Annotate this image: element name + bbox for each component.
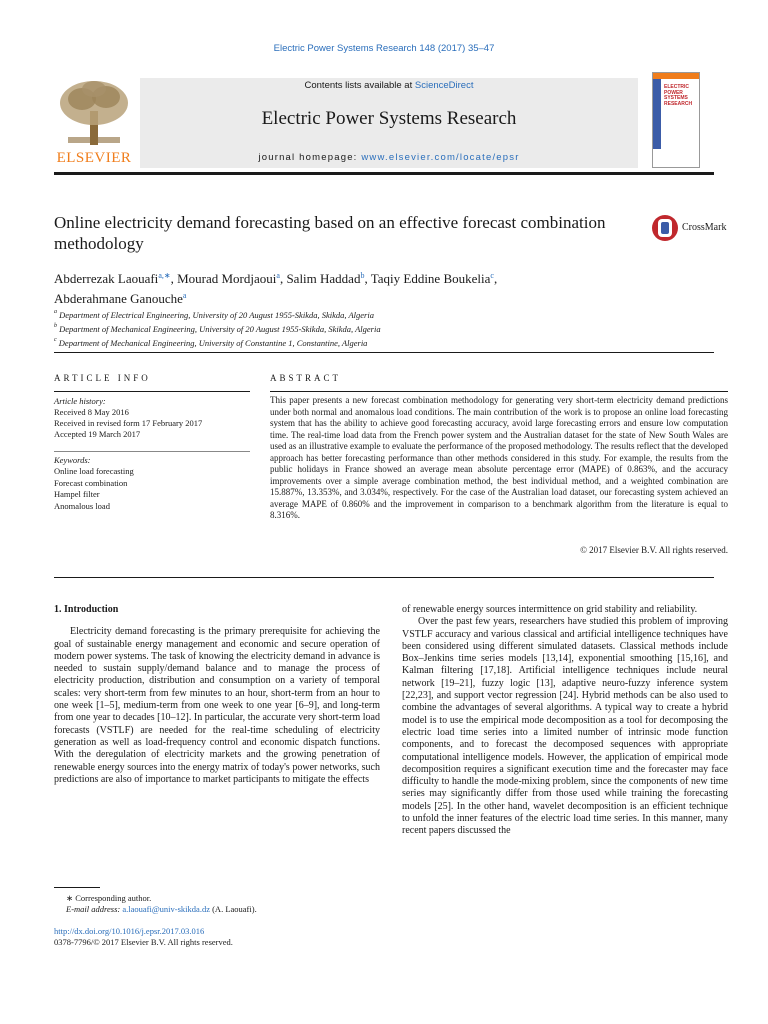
keyword: Anomalous load — [54, 500, 110, 511]
contents-prefix: Contents lists available at — [304, 80, 415, 91]
keywords — [54, 455, 250, 512]
title-divider — [54, 352, 714, 353]
body-column-right — [402, 604, 728, 838]
body-column-left — [54, 604, 380, 786]
header-divider — [54, 172, 714, 175]
keyword: Hampel filter — [54, 489, 100, 500]
homepage-line — [140, 152, 638, 163]
elsevier-wordmark: ELSEVIER — [56, 150, 132, 166]
homepage-link[interactable]: www.elsevier.com/locate/epsr — [361, 152, 520, 163]
sciencedirect-link[interactable]: ScienceDirect — [414, 80, 474, 91]
cover-side-band — [653, 79, 661, 149]
author[interactable]: Salim Haddad$^b$ — [286, 271, 365, 286]
keywords-label: Keywords: — [54, 455, 91, 465]
paragraph: Electricity demand forecasting is the primary prerequisite for achieving the goal of sustainable energy management and economic and secure operation of modern power systems. The task of knowing the electricity demand in advance is needed to sustain supply/demand balance and to manage the process of electricity production, distribution and consumption on a variety of temporal scales: very short-term from few minutes to an hour, short-term from an hour to one week [1–5], medium-term from one week to one year [6–9], and long-term from one year to decades [10–12]. In particular, the accurate very short-term load forecasts (VSTLF) are needed for the real-time scheduling of electricity generation as well as load-frequency control and economic dispatch functions. With the deregulation of electricity markets and the growing penetration of renewable energy sources into the energy matrix of today's power networks, such predictions are also of importance to market participants to mitigate the effects — [54, 626, 380, 785]
paragraph: Over the past few years, researchers have studied this problem of improving VSTLF accuracy and various classical and artificial intelligence techniques have been considered using different simulated datasets. Classical methods include Box–Jenkins time series models [13,14], exponential smoothing [15,16], and Kalman filtering [17,18]. Artificial intelligence techniques include neural network [19–21], fuzzy logic [13], adaptive neuro-fuzzy inference system [22,23], and support vector regression [24]. Hybrid methods can be also used to combine the advantages of several algorithms. A typical way to create a hybrid model is to use the empirical mode decomposition as a tool for decomposing the electric load time series into a limited number of intrinsic mode function components, and to forecast the decomposed sequences with appropriate computational intelligence models. However, the application of empirical mode decomposition requires a significant execution time and the forecaster may face difficulty to handle the mode-mixing problem, since the components of new time series may significantly differ from those used while training the forecasting models [25]. In the other hand, wavelet decomposition is an efficient technique to unfold the inner features of the electric load time series. In this manner, many recent papers discussed the — [402, 616, 728, 837]
journal-cover-thumbnail[interactable] — [652, 72, 700, 168]
tree-icon — [54, 77, 134, 149]
footnote-divider — [54, 887, 100, 888]
journal-reference[interactable]: Electric Power Systems Research 148 (2017) 35–47 — [273, 43, 495, 54]
history-label: Article history: — [54, 396, 106, 406]
cover-title: ELECTRIC POWER SYSTEMS RESEARCH — [664, 84, 693, 107]
info-divider — [54, 391, 250, 392]
paragraph: of renewable energy sources intermittence on grid stability and reliability. — [402, 604, 698, 615]
author[interactable]: Abderrezak Laouafi$^{a,∗}$ — [54, 271, 171, 286]
abstract-text: This paper presents a new forecast combination methodology for generating very short-term electricity demand predictions under both normal and anomalous load conditions. The main contribution of the work is to propose an online load forecasting system that has the ability to achieve good forecasting accuracy, avoid large forecasting errors and ensure low computation time. The real-time load data from the French power system and the Australian dataset for the state of New South Wales are used as an illustrative example to evaluate the performance of the proposed methodology. The results reflect that the developed approach has better forecasting performance than other methods considered in this study. For example, the results from the public holidays in France showed an average mean absolute percentage error (MAPE) of 0.863%, and the accuracy improvements over a simple average combination method, the best individual method, and a weighted combination are 15.887%, 13.353%, and 3.034%, respectively. For the case of the Australian load dataset, our forecasting system achieved an average MAPE of 0.860% and the improvement in comparison to a benchmark algorithm from the literature is equal to 8.316%. — [270, 395, 728, 520]
page-footer — [54, 926, 394, 948]
keyword: Forecast combination — [54, 477, 128, 488]
footnote — [66, 893, 386, 915]
author[interactable]: Taqiy Eddine Boukelia$^c$ — [370, 271, 494, 286]
paper-title: Online electricity demand forecasting based on an effective forecast combination methodology — [54, 213, 606, 253]
author[interactable]: Mourad Mordjaoui$^a$ — [177, 271, 280, 286]
doi-link[interactable]: http://dx.doi.org/10.1016/j.epsr.2017.03.016 — [54, 926, 205, 936]
crossmark-bookmark-icon — [661, 222, 669, 234]
corresponding-author-note: ∗ Corresponding author. — [66, 893, 152, 903]
issn-copyright: 0378-7796/© 2017 Elsevier B.V. All rights reserved. — [54, 937, 233, 947]
abstract-divider — [270, 391, 728, 392]
keyword: Online load forecasting — [54, 466, 134, 477]
affiliation: $^a$ Department of Electrical Engineering, University of 20 August 1955-Skikda, Skikda, Algeria — [54, 309, 374, 320]
article-info-heading: ARTICLE INFO — [54, 373, 151, 383]
history-item: Accepted 19 March 2017 — [54, 429, 141, 439]
contents-line — [140, 80, 638, 91]
affiliation: $^b$ Department of Mechanical Engineering, University of 20 August 1955-Skikda, Skikda, Algeria — [54, 323, 381, 334]
keywords-divider — [54, 451, 250, 452]
affiliation: $^c$ Department of Mechanical Engineering, University of Constantine 1, Constantine, Algeria — [54, 337, 368, 348]
email-note: E-mail address: a.laouafi@univ-skikda.dz (A. Laouafi). — [66, 904, 257, 914]
article-history — [54, 396, 250, 440]
history-item: Received in revised form 17 February 2017 — [54, 418, 203, 428]
body-divider — [54, 577, 714, 578]
abstract-heading: ABSTRACT — [270, 373, 342, 383]
author-list: Abderrezak Laouafi$^{a,∗}$, Mourad Mordjaoui$^a$, Salim Haddad$^b$, Taqiy Eddine Boukelia$^c$, Abderahmane Ganouche$^a$ — [54, 271, 498, 306]
history-item: Received 8 May 2016 — [54, 407, 129, 417]
abstract-copyright: © 2017 Elsevier B.V. All rights reserved. — [580, 545, 728, 555]
crossmark-label: CrossMark — [682, 222, 727, 233]
affiliations — [54, 307, 694, 349]
email-link[interactable]: a.laouafi@univ-skikda.dz — [122, 904, 210, 914]
crossmark-badge[interactable] — [652, 215, 730, 241]
author[interactable]: Abderahmane Ganouche$^a$ — [54, 291, 187, 306]
section-heading: 1. Introduction — [54, 604, 119, 615]
journal-title: Electric Power Systems Research — [261, 108, 517, 129]
homepage-prefix: journal homepage: — [258, 152, 362, 163]
